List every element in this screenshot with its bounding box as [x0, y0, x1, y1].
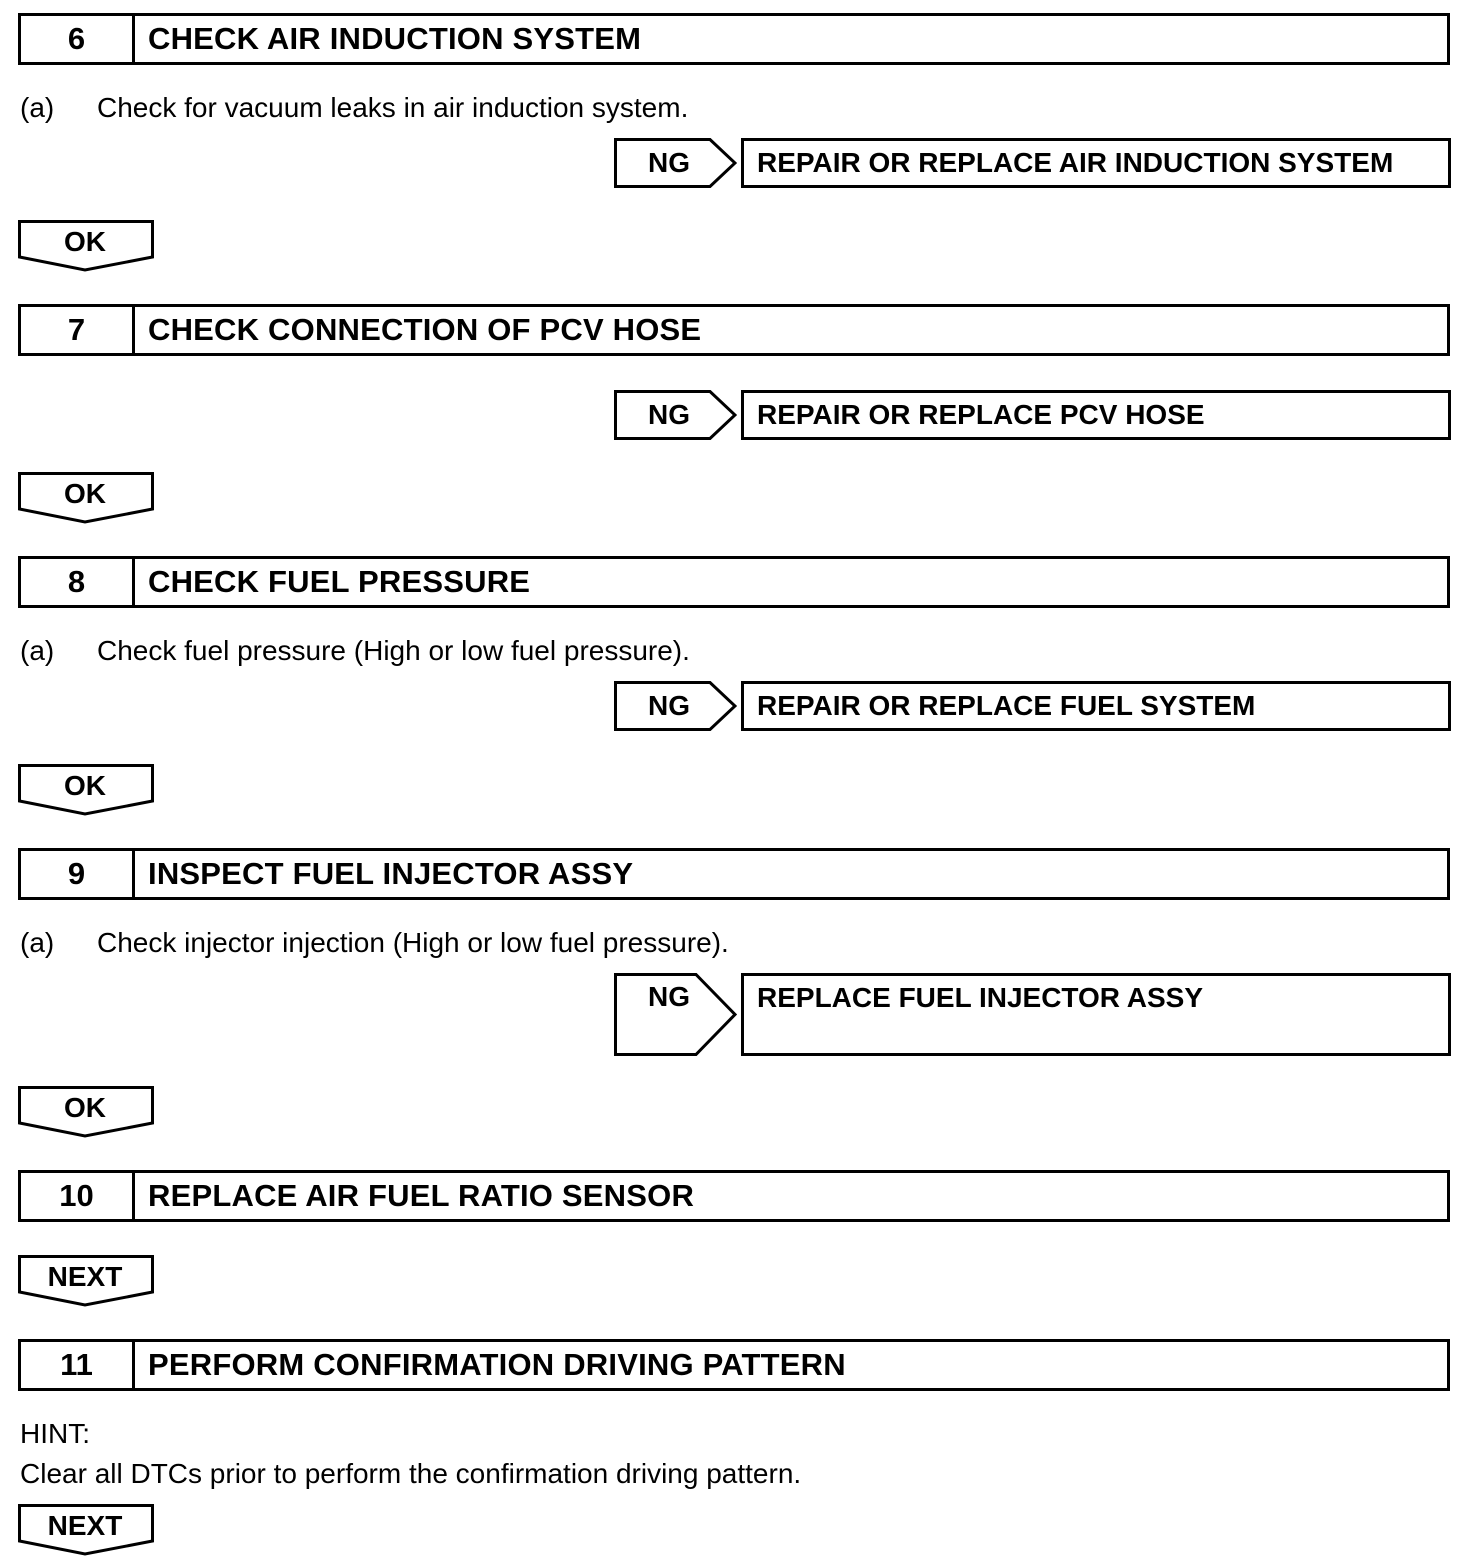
step-6-header	[18, 13, 1450, 65]
step-7-header	[18, 304, 1450, 356]
step-6-ng-arrow	[614, 138, 737, 188]
step-number: 7	[21, 307, 135, 353]
step-number: 6	[21, 16, 135, 62]
step-9-ng-arrow	[614, 973, 737, 1056]
ok-label: OK	[64, 478, 106, 509]
step-9-instruction	[20, 927, 729, 959]
step-8-ng-result: REPAIR OR REPLACE FUEL SYSTEM	[741, 681, 1451, 731]
step-8-instruction	[20, 635, 690, 667]
step-8-ng-arrow	[614, 681, 737, 731]
instruction-text: Check for vacuum leaks in air induction system.	[97, 92, 689, 123]
step-6-instruction	[20, 92, 688, 124]
ok-label: OK	[64, 226, 106, 257]
step-6-ok-arrow	[18, 220, 156, 274]
step-title: CHECK AIR INDUCTION SYSTEM	[148, 21, 642, 56]
step-6-ng-result: REPAIR OR REPLACE AIR INDUCTION SYSTEM	[741, 138, 1451, 188]
step-number: 11	[21, 1342, 135, 1388]
step-title: REPLACE AIR FUEL RATIO SENSOR	[148, 1178, 695, 1213]
next-label: NEXT	[47, 1261, 123, 1292]
step-title: CHECK FUEL PRESSURE	[148, 564, 531, 599]
step-11-header	[18, 1339, 1450, 1391]
step-7-ng-result: REPAIR OR REPLACE PCV HOSE	[741, 390, 1451, 440]
instruction-text: Check injector injection (High or low fuel pressure).	[97, 927, 729, 958]
instruction-label: (a)	[20, 927, 55, 958]
step-9-header	[18, 848, 1450, 900]
step-10-next-arrow	[18, 1255, 156, 1309]
step-9-ok-arrow	[18, 1086, 156, 1140]
ng-label: NG	[648, 690, 690, 721]
step-10-header	[18, 1170, 1450, 1222]
ok-label: OK	[64, 770, 106, 801]
step-number: 10	[21, 1173, 135, 1219]
step-8-ok-arrow	[18, 764, 156, 818]
hint-text: Clear all DTCs prior to perform the confirmation driving pattern.	[20, 1458, 802, 1489]
ng-label: NG	[648, 981, 690, 1012]
next-label: NEXT	[47, 1510, 123, 1541]
step-11-next-arrow	[18, 1504, 156, 1558]
instruction-label: (a)	[20, 635, 55, 666]
ng-label: NG	[648, 147, 690, 178]
step-title: CHECK CONNECTION OF PCV HOSE	[148, 312, 702, 347]
step-7-ng-arrow	[614, 390, 737, 440]
hint-label: HINT:	[20, 1418, 90, 1449]
instruction-text: Check fuel pressure (High or low fuel pressure).	[97, 635, 690, 666]
step-number: 8	[21, 559, 135, 605]
ng-label: NG	[648, 399, 690, 430]
step-title: INSPECT FUEL INJECTOR ASSY	[148, 856, 634, 891]
step-number: 9	[21, 851, 135, 897]
step-7-ok-arrow	[18, 472, 156, 526]
instruction-label: (a)	[20, 92, 55, 123]
ok-label: OK	[64, 1092, 106, 1123]
step-8-header	[18, 556, 1450, 608]
step-title: PERFORM CONFIRMATION DRIVING PATTERN	[148, 1347, 846, 1382]
step-9-ng-result: REPLACE FUEL INJECTOR ASSY	[741, 973, 1451, 1056]
